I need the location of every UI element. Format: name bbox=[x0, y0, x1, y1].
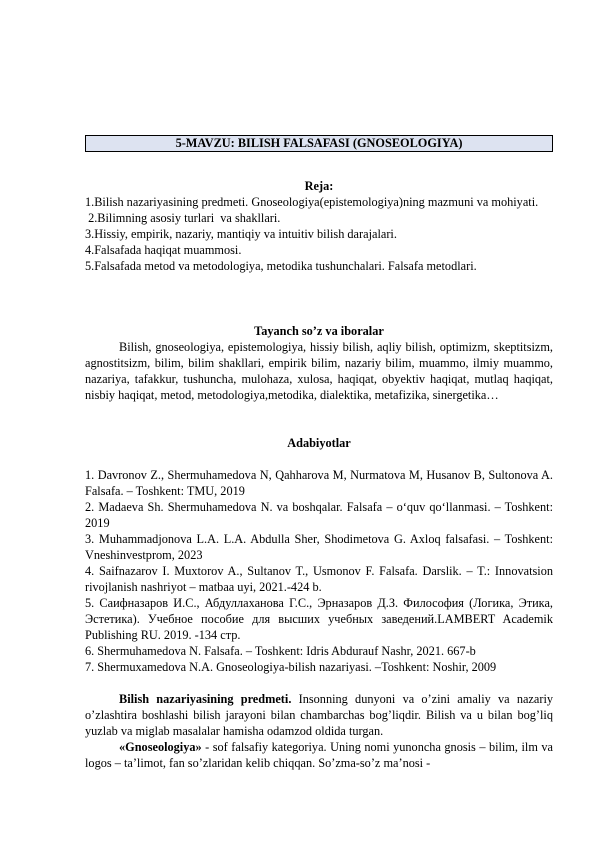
reference-item: 2. Madaeva Sh. Shermuhamedova N. va boshqalar. Falsafa – o‘quv qo‘llanmasi. – Toshkent: 2019 bbox=[85, 500, 553, 530]
body-paragraph-2-text: - sof falsafiy kategoriya. Uning nomi yunoncha gnosis – bilim, ilm va logos – ta’limot, fan so’zlaridan kelib chiqqan. So’zma-so’z ma’nosi - bbox=[85, 740, 553, 770]
reference-item: 7. Shermuxamedova N.A. Gnoseologiya-bilish nazariyasi. –Toshkent: Noshir, 2009 bbox=[85, 660, 497, 674]
keywords-heading: Tayanch so’z va iboralar bbox=[254, 324, 384, 338]
references-list bbox=[85, 467, 553, 675]
topic-title: 5-MAVZU: BILISH FALSAFASI (GNOSEOLOGIYA) bbox=[85, 135, 553, 152]
references-heading: Adabiyotlar bbox=[287, 436, 351, 450]
keywords-paragraph: Bilish, gnoseologiya, epistemologiya, hissiy bilish, aqliy bilish, optimizm, skeptitsizm, agnostitsizm, bilim, bilim shakllari, empirik bilim, nazariy bilim, muammo, ilmiy muammo, nazariya, tafakkur, tushuncha, mulohaza, xulosa, haqiqat, obyektiv haqiqat, mutlaq haqiqat, nisbiy haqiqat, metod, metodologiya,metodika, dialektika, metafizika, sinergetika… bbox=[85, 340, 553, 402]
plan-heading: Reja: bbox=[304, 179, 334, 193]
plan-item: 3.Hissiy, empirik, nazariy, mantiqiy va intuitiv bilish darajalari. bbox=[85, 227, 397, 241]
reference-item: 1. Davronov Z., Shermuhamedova N, Qahharova M, Nurmatova M, Husanov B, Sultonova A. Falsafa. – Toshkent: TMU, 2019 bbox=[85, 468, 553, 498]
plan-item: 5.Falsafada metod va metodologiya, metodika tushunchalari. Falsafa metodlari. bbox=[85, 259, 477, 273]
reference-item: 5. Саифназаров И.С., Абдуллаханова Г.С., Эрназаров Д.З. Философия (Логика, Этика, Эстетика). Учебное пособие для высших учебных заведений.LAMBERT Academik Publishing RU. 2019. -134 стр. bbox=[85, 596, 553, 642]
plan-item: 1.Bilish nazariyasining predmeti. Gnoseologiya(epistemologiya)ning mazmuni va mohiyati. bbox=[85, 195, 539, 209]
reference-item: 3. Muhammadjonova L.A. L.A. Abdulla Sher, Shodimetova G. Axloq falsafasi. – Toshkent: Vneshinvestprom, 2023 bbox=[85, 532, 553, 562]
body-paragraph-2 bbox=[85, 739, 553, 771]
reference-item: 6. Shermuhamedova N. Falsafa. – Toshkent: Idris Abdurauf Nashr, 2021. 667-b bbox=[85, 644, 476, 658]
reference-item: 4. Saifnazarov I. Muxtorov A., Sultanov T., Usmonov F. Falsafa. Darslik. – T.: Innovatsion rivojlanish nashriyot – matbaa uyi, 2021.-424 b. bbox=[85, 564, 553, 594]
body-paragraph-2-lead: «Gnoseologiya» bbox=[119, 740, 202, 754]
plan-list bbox=[85, 194, 553, 274]
plan-item: 4.Falsafada haqiqat muammosi. bbox=[85, 243, 242, 257]
body-paragraph-1-text: Insonning dunyoni va o’zini amaliy va nazariy o’zlashtira boshlashi bilish jarayoni bilan chambarchas bog’liqdir. Bilish va u bilan bog’liq yuzlab va miglab masalalar hamisha odamzod oldida turgan. bbox=[85, 692, 554, 738]
body-paragraph-1-lead: Bilish nazariyasining predmeti. bbox=[119, 692, 292, 706]
plan-item: 2.Bilimning asosiy turlari va shakllari. bbox=[85, 211, 281, 225]
body-paragraph-1 bbox=[85, 691, 553, 739]
